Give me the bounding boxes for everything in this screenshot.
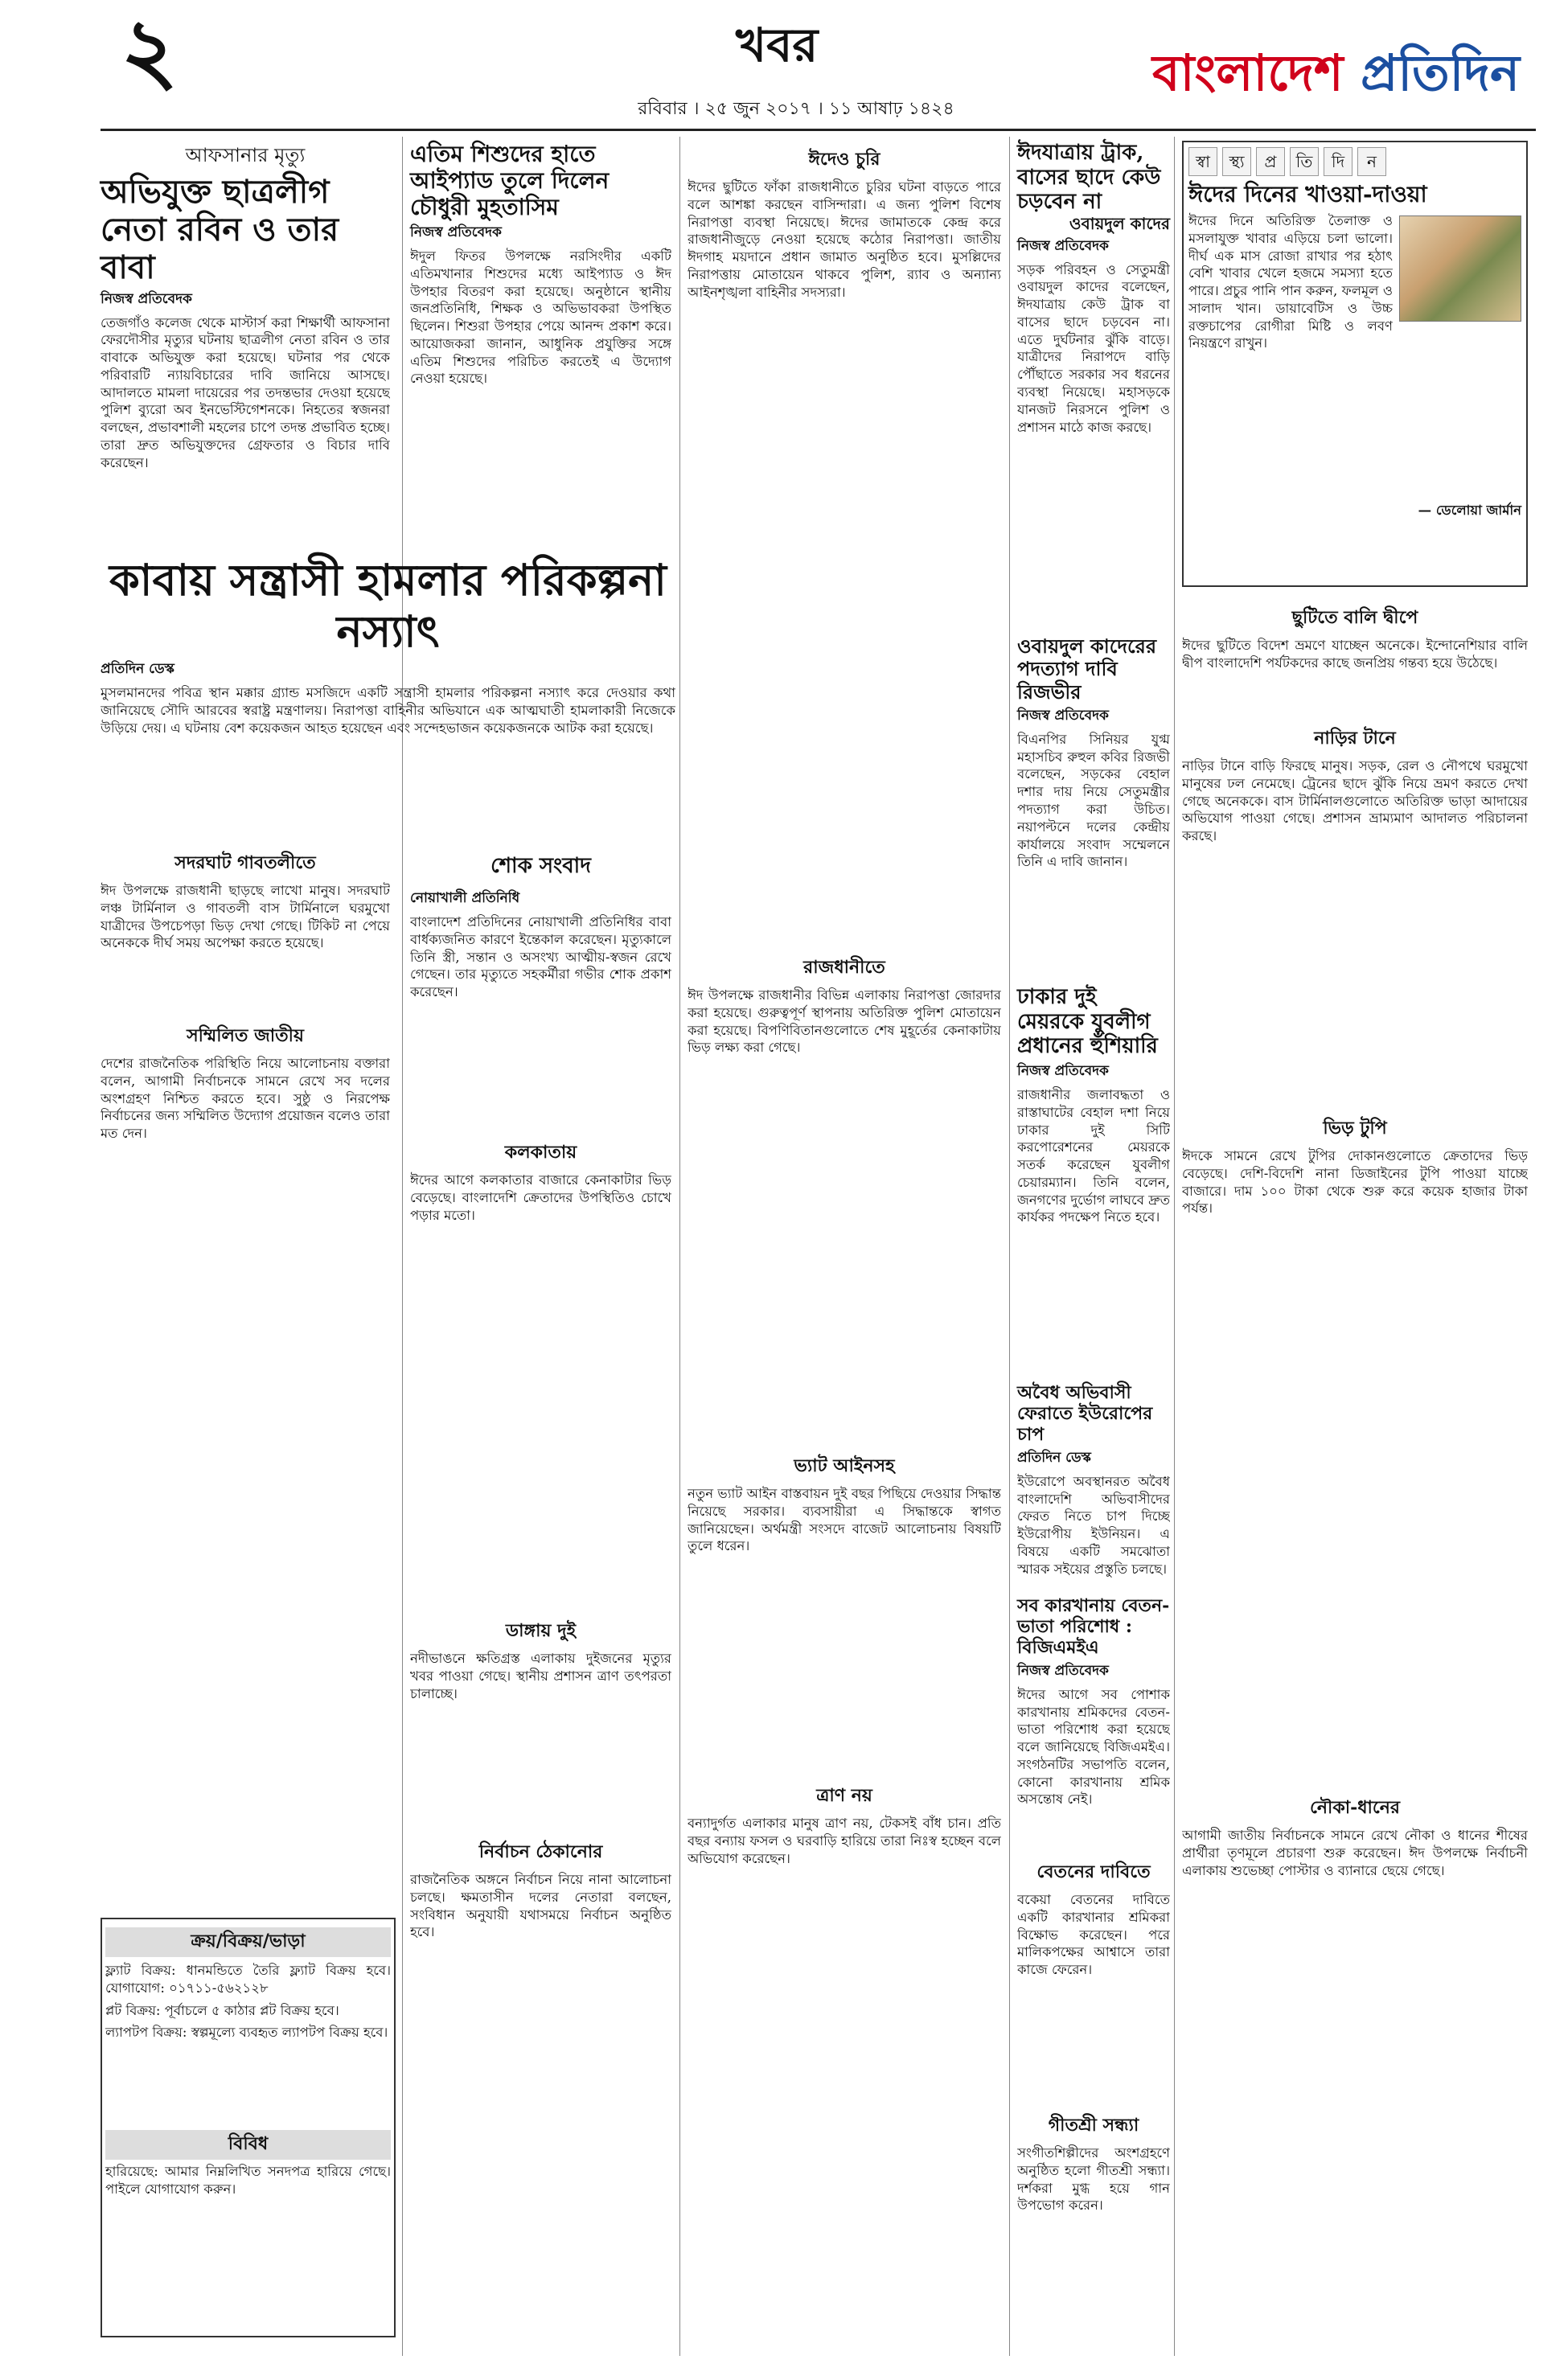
health-letter: স্থ্য xyxy=(1222,147,1251,176)
kaaba-byline: প্রতিদিন ডেস্ক xyxy=(101,661,174,678)
wages-story xyxy=(1017,1853,1170,2100)
page-number: ২ xyxy=(121,0,179,102)
dangay-headline: ডাঙ্গায় দুই xyxy=(505,1620,577,1641)
migrants-story xyxy=(1017,1383,1170,1610)
boat-headline: নৌকা-ধানের xyxy=(1309,1797,1401,1818)
health-letter: স্বা xyxy=(1188,147,1217,176)
eid-bus-subhead: ওবায়দুল কাদের xyxy=(1069,214,1170,234)
obaidul-headline: ওবায়দুল কাদেরের পদত্যাগ দাবি রিজভীর xyxy=(1017,634,1157,704)
vat-story xyxy=(688,1447,1001,1775)
caps-story xyxy=(1182,1110,1528,1791)
brand-part1: বাংলাদেশ xyxy=(1152,43,1361,102)
condolence-byline: নোয়াখালী প্রতিনিধি xyxy=(410,890,520,906)
factories-body: ঈদের আগে সব পোশাক কারখানায় শ্রমিকদের বেতন-ভাতা পরিশোধ করা হয়েছে বলে জানিয়েছে বিজিএমইএ। সংগঠনটির সভাপতি বলেন, কোনো কারখানায় শ্রমিক অসন্তোষ নেই। xyxy=(1017,1686,1170,1808)
kolkata-headline: কলকাতায় xyxy=(504,1142,577,1163)
dhaka-mayors-story xyxy=(1017,985,1170,1328)
kolkata-body: ঈদের আগে কলকাতার বাজারে কেনাকাটার ভিড় বেড়েছে। বাংলাদেশি ক্রেতাদের উপস্থিতিও চোখে পড়ার মতো। xyxy=(410,1172,671,1223)
eid-bus-byline: নিজস্ব প্রতিবেদক xyxy=(1017,237,1109,254)
health-letter: দি xyxy=(1324,147,1353,176)
classifieds-box xyxy=(101,1918,396,2337)
caps-headline: ভিড় টুপি xyxy=(1323,1118,1387,1139)
eid-bus-story xyxy=(1017,141,1170,591)
brand-part2: প্রতিদিন xyxy=(1361,43,1520,102)
orphans-body: ঈদুল ফিতর উপলক্ষে নরসিংদীর একটি এতিমখানার শিশুদের মধ্যে আইপ্যাড ও ঈদ উপহার বিতরণ করা হয়েছে। অনুষ্ঠানে স্থানীয় জনপ্রতিনিধি, শিক্ষক ও অভিভাবকরা উপস্থিত ছিলেন। শিশুরা উপহার পেয়ে আনন্দ প্রকাশ করে। আয়োজকরা জানান, আধুনিক প্রযুক্তির সঙ্গে এতিম শিশুদের পরিচিত করতেই এ উদ্যোগ নেওয়া হয়েছে। xyxy=(410,248,671,387)
classified-item: ল্যাপটপ বিক্রয়: স্বল্পমূল্যে ব্যবহৃত ল্যাপটপ বিক্রয় হবে। xyxy=(105,2025,388,2041)
condolence-body: বাংলাদেশ প্রতিদিনের নোয়াখালী প্রতিনিধির বাবা বার্ধক্যজনিত কারণে ইন্তেকাল করেছেন। মৃত্যুকালে তিনি স্ত্রী, সন্তান ও অসংখ্য আত্মীয়-স্বজন রেখে গেছেন। তার মৃত্যুতে সহকর্মীরা গভীর শোক প্রকাশ করেছেন। xyxy=(410,914,671,1000)
united-body: দেশের রাজনৈতিক পরিস্থিতি নিয়ে আলোচনায় বক্তারা বলেন, আগামী নির্বাচনকে সামনে রেখে সব দলের অংশগ্রহণ নিশ্চিত করতে হবে। সুষ্ঠু ও নিরপেক্ষ নির্বাচনের জন্য সম্মিলিত উদ্যোগ প্রয়োজন বলেও তারা মত দেন। xyxy=(101,1056,390,1142)
lead-headline: অভিযুক্ত ছাত্রলীগ নেতা রবিন ও তার বাবা xyxy=(101,173,339,287)
newspaper-logo xyxy=(1152,35,1520,118)
lead-byline: নিজস্ব প্রতিবেদক xyxy=(101,290,192,307)
dateline: রবিবার । ২৫ জুন ২০১৭ । ১১ আষাঢ় ১৪২৪ xyxy=(638,99,954,119)
wages-headline: বেতনের দাবিতে xyxy=(1036,1861,1151,1882)
factories-story xyxy=(1017,1596,1170,1855)
dhaka-mayors-headline: ঢাকার দুই মেয়রকে যুবলীগ প্রধানের হুঁশিয়ারি xyxy=(1017,985,1158,1059)
relief-headline: ত্রাণ নয় xyxy=(816,1785,872,1806)
column-divider xyxy=(1009,137,1010,2356)
sadarghat-body: ঈদ উপলক্ষে রাজধানী ছাড়ছে লাখো মানুষ। সদরঘাট লঞ্চ টার্মিনাল ও গাবতলী বাস টার্মিনালে ঘরমুখো যাত্রীদের উপচেপড়া ভিড় দেখা গেছে। টিকিট না পেয়ে অনেককে দীর্ঘ সময় অপেক্ষা করতে হয়েছে। xyxy=(101,883,390,951)
masthead-rule xyxy=(101,129,1536,131)
relief-body: বন্যাদুর্গত এলাকার মানুষ ত্রাণ নয়, টেকসই বাঁধ চান। প্রতি বছর বন্যায় ফসল ও ঘরবাড়ি হারিয়ে তারা নিঃস্ব হচ্ছেন বলে অভিযোগ করেছেন। xyxy=(688,1816,1001,1866)
dangay-body: নদীভাঙনে ক্ষতিগ্রস্ত এলাকায় দুইজনের মৃত্যুর খবর পাওয়া গেছে। স্থানীয় প্রশাসন ত্রাণ তৎপরতা চালাচ্ছে। xyxy=(410,1651,671,1701)
sadarghat-headline: সদরঘাট গাবতলীতে xyxy=(174,852,316,873)
kaaba-story xyxy=(101,555,675,845)
misc-header: বিবিধ xyxy=(105,2130,391,2160)
classifieds-header: ক্রয়/বিক্রয়/ভাড়া xyxy=(105,1927,391,1957)
condolence-headline: শোক সংবাদ xyxy=(491,854,591,878)
condolence-story xyxy=(410,844,671,1163)
roots-body: নাড়ির টানে বাড়ি ফিরছে মানুষ। সড়ক, রেল ও নৌপথে ঘরমুখো মানুষের ঢল নেমেছে। ট্রেনের ছাদে ঝুঁকি নিয়ে ভ্রমণ করতে দেখা গেছে অনেককে। বাস টার্মিনালগুলোতে অতিরিক্ত ভাড়া আদায়ের অভিযোগ পাওয়া গেছে। প্রশাসন ভ্রাম্যমাণ আদালত পরিচালনা করছে। xyxy=(1182,758,1528,844)
obaidul-story xyxy=(1017,635,1170,1020)
gitashree-story xyxy=(1017,2107,1170,2337)
relief-story xyxy=(688,1777,1001,2362)
holiday-story xyxy=(1182,599,1528,717)
boat-story xyxy=(1182,1789,1528,2358)
capital-story xyxy=(688,949,1001,1453)
eid-theft-body: ঈদের ছুটিতে ফাঁকা রাজধানীতে চুরির ঘটনা বাড়তে পারে বলে আশঙ্কা করছেন বাসিন্দারা। এ জন্য পুলিশ বিশেষ নিরাপত্তা ব্যবস্থা নিয়েছে। ঈদের জামাতকে কেন্দ্র করে রাজধানীজুড়ে নেওয়া হয়েছে কঠোর নিরাপত্তা। জাতীয় ঈদগাহ ময়দানে প্রধান জামাত অনুষ্ঠিত হবে। মুসল্লিদের নিরাপত্তায় মোতায়েন থাকবে পুলিশ, র‍্যাব ও অন্যান্য আইনশৃঙ্খলা বাহিনীর সদস্যরা। xyxy=(688,179,1001,300)
united-headline: সম্মিলিত জাতীয় xyxy=(187,1025,304,1046)
dhaka-mayors-byline: নিজস্ব প্রতিবেদক xyxy=(1017,1063,1109,1080)
kolkata-story xyxy=(410,1134,671,1622)
roots-headline: নাড়ির টানে xyxy=(1314,728,1396,749)
gitashree-body: সংগীতশিল্পীদের অংশগ্রহণে অনুষ্ঠিত হলো গীতশ্রী সন্ধ্যা। দর্শকরা মুগ্ধ হয়ে গান উপভোগ করেন। xyxy=(1017,2145,1170,2214)
boat-body: আগামী জাতীয় নির্বাচনকে সামনে রেখে নৌকা ও ধানের শীষের প্রার্থীরা তৃণমূলে প্রচারণা শুরু করেছেন। ঈদ উপলক্ষে নির্বাচনী এলাকায় শুভেচ্ছা পোস্টার ও ব্যানারে ছেয়ে গেছে। xyxy=(1182,1828,1528,1878)
eid-bus-headline: ঈদযাত্রায় ট্রাক, বাসের ছাদে কেউ চড়বেন না xyxy=(1017,141,1161,215)
vat-body: নতুন ভ্যাট আইন বাস্তবায়ন দুই বছর পিছিয়ে দেওয়ার সিদ্ধান্ত নিয়েছে সরকার। ব্যবসায়ীরা এ সিদ্ধান্তকে স্বাগত জানিয়েছেন। অর্থমন্ত্রী সংসদে বাজেট আলোচনায় বিষয়টি তুলে ধরেন। xyxy=(688,1486,1001,1554)
kaaba-body: মুসলমানদের পবিত্র স্থান মক্কার গ্র্যান্ড মসজিদে একটি সন্ত্রাসী হামলার পরিকল্পনা নস্যাৎ করে দেওয়ার কথা জানিয়েছে সৌদি আরবের স্বরাষ্ট্র মন্ত্রণালয়। নিরাপত্তা বাহিনীর অভিযানে এক আত্মঘাতী হামলাকারী নিজেকে উড়িয়ে দেয়। এ ঘটনায় বেশ কয়েকজন আহত হয়েছেন এবং সন্দেহভাজন কয়েকজনকে আটক করা হয়েছে। xyxy=(101,685,675,736)
food-photo xyxy=(1399,215,1521,322)
column-divider xyxy=(1174,137,1175,2356)
dangay-story xyxy=(410,1612,671,1819)
dhaka-mayors-body: রাজধানীর জলাবদ্ধতা ও রাস্তাঘাটের বেহাল দশা নিয়ে ঢাকার দুই সিটি করপোরেশনের মেয়রকে সতর্ক করেছেন যুবলীগ চেয়ারম্যান। তিনি বলেন, জনগণের দুর্ভোগ লাঘবে দ্রুত কার্যকর পদক্ষেপ নিতে হবে। xyxy=(1017,1087,1170,1225)
health-headline: ঈদের দিনের খাওয়া-দাওয়া xyxy=(1188,181,1427,207)
orphans-byline: নিজস্ব প্রতিবেদক xyxy=(410,224,502,241)
column-divider xyxy=(402,137,403,2356)
holiday-headline: ছুটিতে বালি দ্বীপে xyxy=(1291,607,1418,628)
election-story xyxy=(410,1833,671,2362)
health-author: — ডেলোয়া জার্মান xyxy=(1418,503,1521,519)
migrants-headline: অবৈধ অভিবাসী ফেরাতে ইউরোপের চাপ xyxy=(1017,1382,1153,1445)
wages-body: বকেয়া বেতনের দাবিতে একটি কারখানার শ্রমিকরা বিক্ষোভ করেছেন। পরে মালিকপক্ষের আশ্বাসে তারা কাজে ফেরেন। xyxy=(1017,1892,1170,1978)
eid-bus-body: সড়ক পরিবহন ও সেতুমন্ত্রী ওবায়দুল কাদের বলেছেন, ঈদযাত্রায় কেউ ট্রাক বা বাসের ছাদে চড়বেন না। এতে দুর্ঘটনার ঝুঁকি বাড়ে। যাত্রীদের নিরাপদে বাড়ি পৌঁছাতে সরকার সব ধরনের ব্যবস্থা নিয়েছে। মহাসড়কে যানজট নিরসনে পুলিশ ও প্রশাসন মাঠে কাজ করছে। xyxy=(1017,261,1170,435)
capital-body: ঈদ উপলক্ষে রাজধানীর বিভিন্ন এলাকায় নিরাপত্তা জোরদার করা হয়েছে। গুরুত্বপূর্ণ স্থাপনায় অতিরিক্ত পুলিশ মোতায়েন করা হয়েছে। বিপণিবিতানগুলোতে শেষ মুহূর্তের কেনাকাটায় ভিড় লক্ষ্য করা গেছে। xyxy=(688,987,1001,1056)
health-letter: তি xyxy=(1290,147,1319,176)
classified-item: প্লট বিক্রয়: পূর্বাচলে ৫ কাঠার প্লট বিক্রয় হবে। xyxy=(105,2002,339,2018)
health-body: ঈদের দিনে অতিরিক্ত তৈলাক্ত ও মসলাযুক্ত খাবার এড়িয়ে চলা ভালো। দীর্ঘ এক মাস রোজা রাখার পর হঠাৎ বেশি খাবার খেলে হজমে সমস্যা হতে পারে। প্রচুর পানি পান করুন, ফলমূল ও সালাদ খান। ডায়াবেটিস ও উচ্চ রক্তচাপের রোগীরা মিষ্টি ও লবণ নিয়ন্ত্রণে রাখুন। xyxy=(1188,213,1393,351)
united-story xyxy=(101,1017,390,1935)
obaidul-byline: নিজস্ব প্রতিবেদক xyxy=(1017,707,1109,724)
vat-headline: ভ্যাট আইনসহ xyxy=(794,1455,895,1476)
health-section-label xyxy=(1188,147,1521,176)
section-title: খবর xyxy=(736,18,819,72)
health-letter: প্র xyxy=(1256,147,1285,176)
migrants-byline: প্রতিদিন ডেস্ক xyxy=(1017,1449,1091,1466)
roots-story xyxy=(1182,720,1528,1115)
election-body: রাজনৈতিক অঙ্গনে নির্বাচন নিয়ে নানা আলোচনা চলছে। ক্ষমতাসীন দলের নেতারা বলছেন, সংবিধান অনুযায়ী যথাসময়ে নির্বাচন অনুষ্ঠিত হবে। xyxy=(410,1872,671,1940)
caps-body: ঈদকে সামনে রেখে টুপির দোকানগুলোতে ক্রেতাদের ভিড় বেড়েছে। দেশি-বিদেশি নানা ডিজাইনের টুপি পাওয়া যাচ্ছে বাজারে। দাম ১০০ টাকা থেকে শুরু করে কয়েক হাজার টাকা পর্যন্ত। xyxy=(1182,1148,1528,1217)
column-divider xyxy=(679,137,680,2356)
orphans-story xyxy=(410,141,671,553)
capital-headline: রাজধানীতে xyxy=(803,957,885,978)
migrants-body: ইউরোপে অবস্থানরত অবৈধ বাংলাদেশি অভিবাসীদের ফেরত নিতে চাপ দিচ্ছে ইউরোপীয় ইউনিয়ন। এ বিষয়ে একটি সমঝোতা স্মারক সইয়ের প্রস্তুতি চলছে। xyxy=(1017,1473,1170,1577)
obaidul-body: বিএনপির সিনিয়র যুগ্ম মহাসচিব রুহুল কবির রিজভী বলেছেন, সড়কের বেহাল দশার দায় নিয়ে সেতুমন্ত্রীর পদত্যাগ করা উচিত। নয়াপল্টনে দলের কেন্দ্রীয় কার্যালয়ে সংবাদ সম্মেলনে তিনি এ দাবি জানান। xyxy=(1017,731,1170,870)
eid-theft-headline: ঈদেও চুরি xyxy=(808,149,880,170)
kaaba-headline: কাবায় সন্ত্রাসী হামলার পরিকল্পনা নস্যাৎ xyxy=(109,554,667,657)
lead-body: তেজগাঁও কলেজ থেকে মাস্টার্স করা শিক্ষার্থী আফসানা ফেরদৌসীর মৃত্যুর ঘটনায় ছাত্রলীগ নেতা রবিন ও তার বাবাকে অভিযুক্ত করা হয়েছে। ঘটনার পর থেকে পরিবারটি ন্যায়বিচারের দাবি জানিয়ে আসছে। আদালতে মামলা দায়েরের পর তদন্তভার দেওয়া হয়েছে পুলিশ ব্যুরো অব ইনভেস্টিগেশনকে। নিহতের স্বজনরা বলছেন, প্রভাবশালী মহলের চাপে তদন্ত প্রভাবিত হচ্ছে। তারা দ্রুত অভিযুক্তদের গ্রেফতার ও বিচার দাবি করেছেন। xyxy=(101,314,390,470)
classified-item: ফ্ল্যাট বিক্রয়: ধানমন্ডিতে তৈরি ফ্ল্যাট বিক্রয় হবে। যোগাযোগ: ০১৭১১-৫৬২১২৮ xyxy=(105,1963,391,1996)
orphans-headline: এতিম শিশুদের হাতে আইপ্যাড তুলে দিলেন চৌধুরী মুহতাসিম xyxy=(410,141,610,221)
sadarghat-story xyxy=(101,844,390,1019)
factories-byline: নিজস্ব প্রতিবেদক xyxy=(1017,1662,1109,1679)
election-headline: নির্বাচন ঠেকানোর xyxy=(478,1841,603,1862)
eid-theft-story xyxy=(688,141,1001,946)
gitashree-headline: গীতশ্রী সন্ধ্যা xyxy=(1048,2115,1139,2136)
holiday-body: ঈদের ছুটিতে বিদেশ ভ্রমণে যাচ্ছেন অনেকে। ইন্দোনেশিয়ার বালি দ্বীপ বাংলাদেশি পর্যটকদের কাছে জনপ্রিয় গন্তব্য হয়ে উঠেছে। xyxy=(1182,638,1528,671)
lead-kicker: আফসানার মৃত্যু xyxy=(185,144,306,166)
health-box xyxy=(1182,141,1528,587)
health-letter: ন xyxy=(1357,147,1386,176)
factories-headline: সব কারখানায় বেতন-ভাতা পরিশোধ : বিজিএমইএ xyxy=(1017,1595,1170,1658)
misc-item: হারিয়েছে: আমার নিম্নলিখিত সনদপত্র হারিয়ে গেছে। পাইলে যোগাযোগ করুন। xyxy=(105,2164,391,2197)
